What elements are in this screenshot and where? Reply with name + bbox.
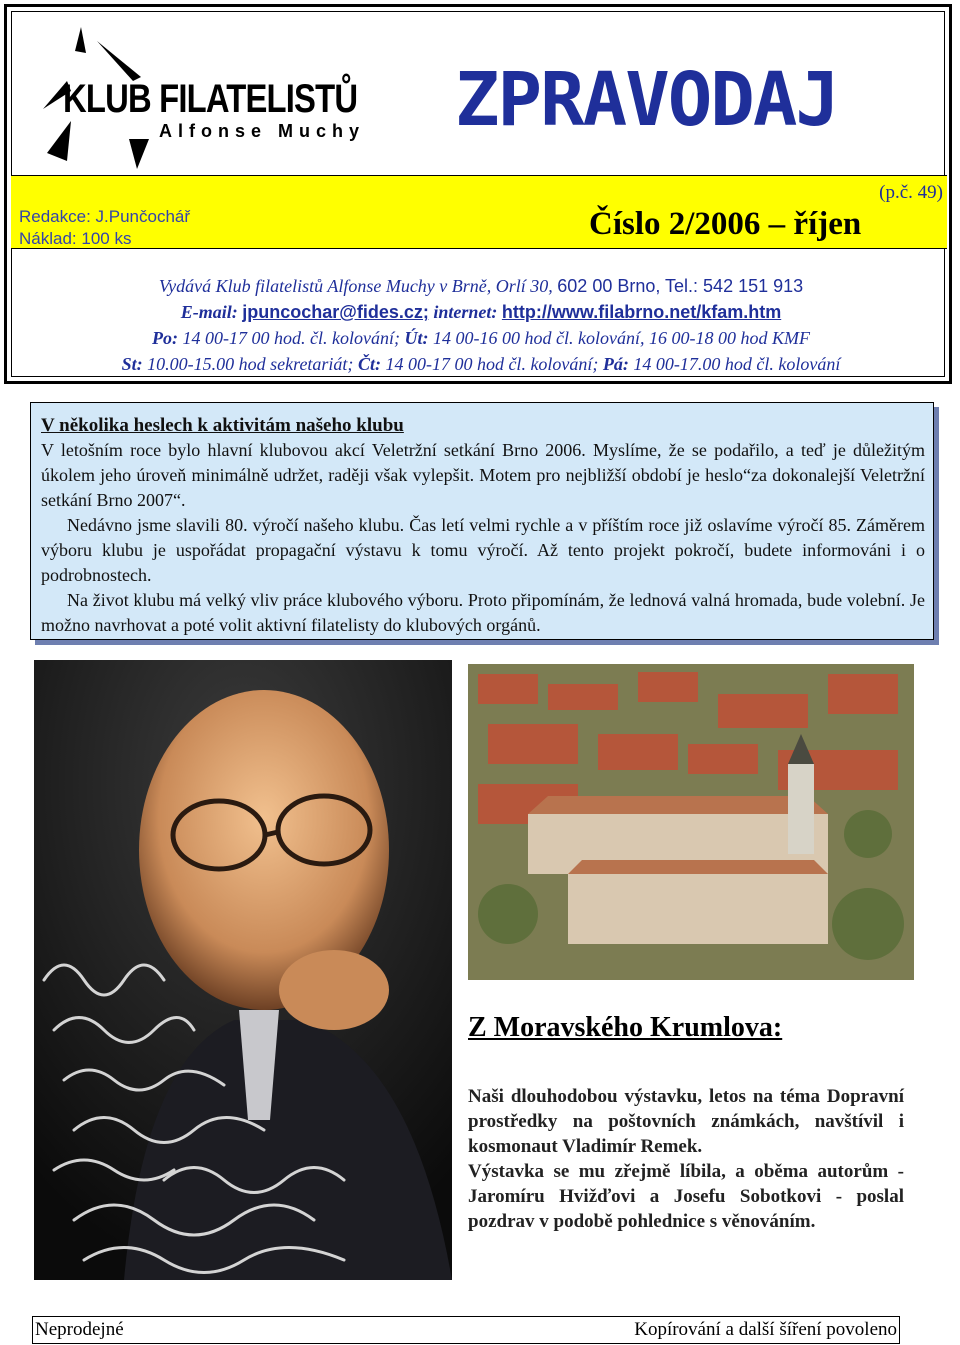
contact-line-2 — [7, 299, 955, 325]
article-title: Z Moravského Krumlova: — [468, 1012, 783, 1043]
article-paragraph-2: Výstavka se mu zřejmě líbila, a oběma autorům - Jaromíru Hvižďovi a Josefu Sobotkovi - poslal pozdrav v podobě pohlednice s věnováním. — [468, 1161, 904, 1232]
aerial-illustration — [468, 664, 914, 980]
signed-portrait-photo — [34, 660, 452, 1280]
contact-line-4 — [7, 351, 955, 377]
page-number: (p.č. 49) — [879, 182, 943, 203]
monday-label: Po: — [152, 328, 179, 348]
article-paragraph-1: Naši dlouhodobou výstavku, letos na téma Dopravní prostředky na poštovních známkách, navštívil i kosmonaut Vladimír Remek. — [468, 1086, 904, 1157]
club-activities-paragraph-3: Na život klubu má velký vliv práce klubového výboru. Proto připomínám, že lednová valná hromada, bude volební. Je možno navrhovat a poté volit aktivní filatelisty do klubových orgánů. — [41, 590, 925, 635]
logo-subtitle: Alfonse Muchy — [159, 121, 366, 141]
article-body — [468, 1084, 904, 1234]
wednesday-hours: 10.00-15.00 hod sekretariát; — [147, 354, 354, 374]
publisher-address: Vydává Klub filatelistů Alfonse Muchy v Brně, Orlí 30, — [158, 276, 553, 296]
contact-line-3 — [7, 325, 955, 351]
monday-hours: 14 00-17 00 hod. čl. kolování; — [182, 328, 400, 348]
website-link[interactable]: http://www.filabrno.net/kfam.htm — [501, 302, 782, 322]
thursday-hours: 14 00-17 00 hod čl. kolování; — [385, 354, 599, 374]
club-activities-paragraph-1: V letošním roce bylo hlavní klubovou akcí Veletržní setkání Brno 2006. Myslíme, že se podařilo, a teď je důležitým úkolem jeho úroveň minimálně udržet, raději však vylepšit. Motem pro nejbližší období je heslo“za dokonalejší Veletržní setkání Brno 2007“. — [41, 440, 925, 510]
club-activities-paragraph-2: Nedávno jsme slavili 80. výročí našeho klubu. Čas letí velmi rychle a v příštím roce již oslavíme výročí 85. Záměrem výboru klubu je uspořádat propagační výstavu k tomu výročí. Až tento projekt pokročí, budete informováni i o podrobnostech. — [41, 515, 925, 585]
club-activities-box — [30, 402, 934, 640]
publisher-phone: 602 00 Brno, Tel.: 542 151 913 — [557, 276, 804, 296]
moravsky-krumlov-article — [468, 1012, 904, 1234]
footer-not-for-sale: Neprodejné — [35, 1319, 124, 1340]
email-link[interactable]: jpuncochar@fides.cz; — [242, 302, 429, 322]
issue-bar — [11, 175, 947, 249]
editor-line: Redakce: J.Punčochář — [19, 207, 191, 226]
friday-label: Pá: — [602, 354, 629, 374]
club-logo — [37, 21, 397, 171]
club-activities-text — [41, 413, 925, 638]
tuesday-hours: 14 00-16 00 hod čl. kolování, 16 00-18 00 hod KMF — [433, 328, 810, 348]
print-run-line: Náklad: 100 ks — [19, 229, 132, 248]
internet-label: internet: — [433, 302, 498, 322]
email-label: E-mail: — [180, 302, 238, 322]
masthead-frame — [4, 4, 952, 384]
thursday-label: Čt: — [357, 354, 381, 374]
editor-info — [19, 206, 190, 250]
tuesday-label: Út: — [404, 328, 429, 348]
footer-bar — [32, 1316, 900, 1344]
club-activities-title: V několika heslech k aktivitám našeho klubu — [41, 415, 404, 436]
logo-title: KLUB FILATELISTŮ — [63, 77, 358, 121]
portrait-illustration — [34, 660, 452, 1280]
issue-number: Číslo 2/2006 – říjen — [589, 206, 862, 242]
publisher-contact — [7, 273, 955, 377]
wednesday-label: St: — [121, 354, 143, 374]
footer-copy-permission: Kopírování a další šíření povoleno — [634, 1319, 897, 1340]
friday-hours: 14 00-17.00 hod čl. kolování — [633, 354, 841, 374]
contact-line-1 — [7, 273, 955, 299]
masthead-title: ZPRAVODAJ — [455, 57, 838, 143]
castle-aerial-photo — [468, 664, 914, 980]
